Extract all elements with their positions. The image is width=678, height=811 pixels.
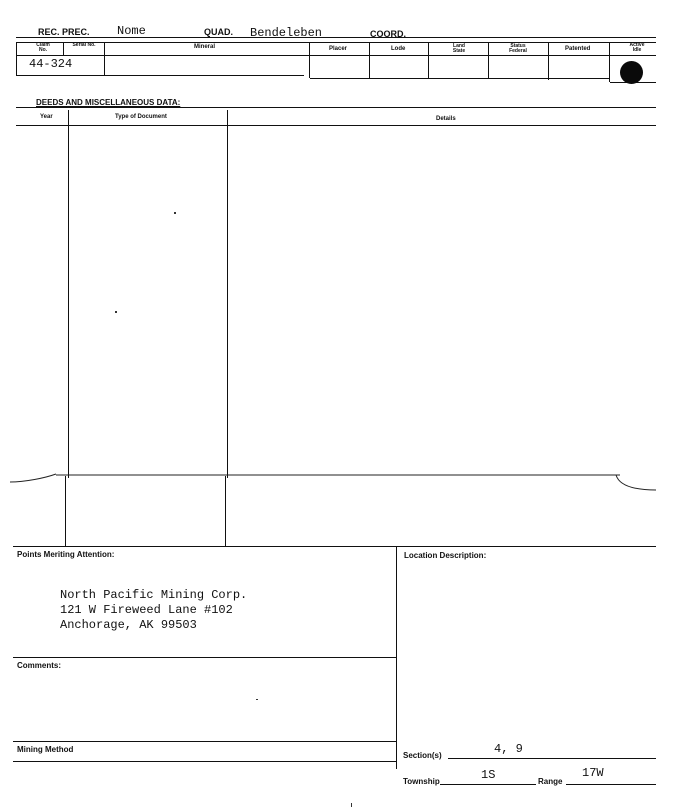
sections-label: Section(s) bbox=[403, 751, 442, 760]
quad-label: QUAD. bbox=[204, 27, 233, 37]
active-marker-dot bbox=[620, 61, 643, 84]
claim-no-header: Claim No. bbox=[36, 42, 50, 53]
township-label: Township bbox=[403, 777, 440, 786]
sections-value: 4, 9 bbox=[494, 742, 523, 756]
owner-street-address: 121 W Fireweed Lane #102 bbox=[60, 603, 233, 617]
rec-prec-value: Nome bbox=[117, 24, 146, 38]
year-header: Year bbox=[40, 114, 53, 120]
claim-no-value: 44-324 bbox=[29, 57, 73, 71]
lode-header: Lode bbox=[391, 46, 406, 52]
deeds-section-title: DEEDS AND MISCELLANEOUS DATA: bbox=[36, 98, 181, 107]
range-label: Range bbox=[538, 777, 563, 786]
speck-mark bbox=[351, 803, 352, 807]
patented-header: Patented bbox=[565, 46, 591, 52]
land-status-federal-header: Status Federal bbox=[509, 43, 527, 54]
mining-method-label: Mining Method bbox=[17, 745, 74, 754]
speck-mark bbox=[256, 699, 258, 700]
coord-label: COORD. bbox=[370, 29, 406, 39]
quad-value: Bendeleben bbox=[250, 26, 323, 40]
placer-header: Placer bbox=[329, 46, 348, 52]
location-description-label: Location Description: bbox=[404, 551, 487, 560]
serial-no-header: Serial No. bbox=[72, 42, 96, 48]
rec-prec-label: REC. PREC. bbox=[38, 27, 90, 37]
comments-label: Comments: bbox=[17, 661, 62, 670]
owner-address-block bbox=[60, 588, 247, 633]
active-idle-header: Active Idle bbox=[629, 42, 645, 53]
owner-company-name: North Pacific Mining Corp. bbox=[60, 588, 248, 602]
mineral-header: Mineral bbox=[194, 44, 216, 50]
points-meriting-attention-label: Points Meriting Attention: bbox=[17, 550, 115, 559]
range-value: 17W bbox=[582, 766, 604, 780]
torn-seam-line bbox=[0, 468, 678, 498]
details-header: Details bbox=[436, 116, 456, 122]
speck-mark bbox=[115, 311, 117, 313]
land-status-state-header: Land State bbox=[452, 43, 466, 54]
township-value: 1S bbox=[481, 768, 496, 782]
type-of-document-header: Type of Document bbox=[115, 114, 167, 120]
owner-city-state-zip: Anchorage, AK 99503 bbox=[60, 618, 197, 632]
speck-mark bbox=[174, 212, 176, 214]
